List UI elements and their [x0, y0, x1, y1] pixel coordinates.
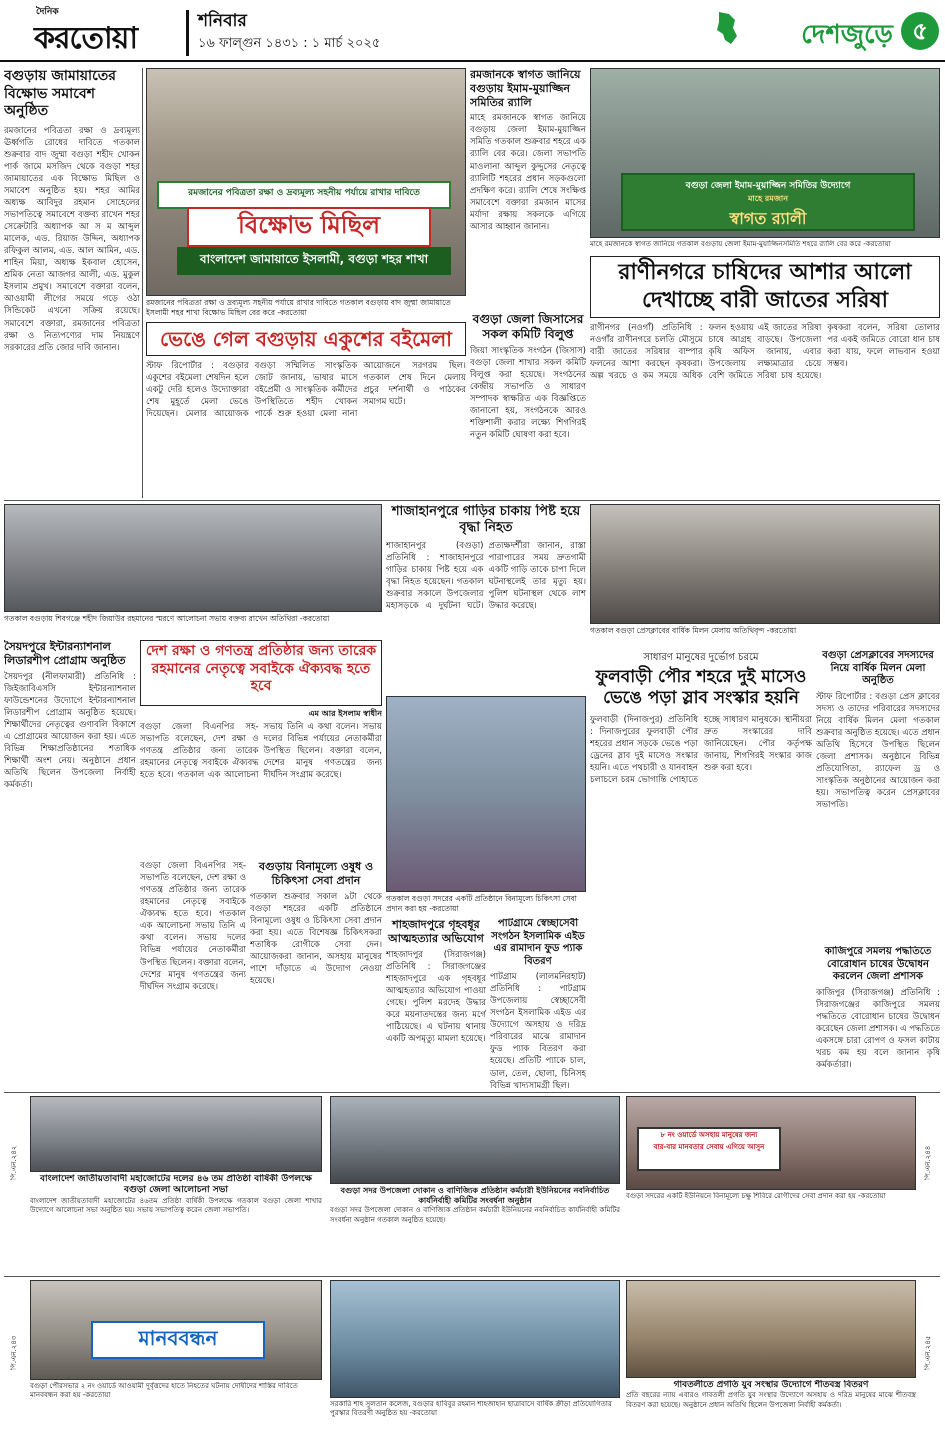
ad-code-label: পি.এন.২৪২: [10, 1145, 18, 1180]
syedpur-story: [4, 640, 136, 1090]
press-club-photo: [590, 504, 940, 624]
winter-cloth-story: [626, 1380, 916, 1440]
eye-camp-banner-line1: ৮ নং ওয়ার্ডে অসহায় মানুষের জন্য: [660, 1131, 758, 1139]
banner-main-text: বিক্ষোভ মিছিল: [187, 207, 431, 247]
phulbari-headline: ফুলবাড়ী পৌর শহরে দুই মাসেও ভেঙে পড়া স্লাব সংস্কার হয়নি: [595, 667, 807, 709]
eye-camp-caption: বগুড়া সদরের একটি ইউনিয়নে বিনামূল্যে চক্ষু শিবিরে রোগীদের সেবা প্রদান করা হয় -করতোয়া: [626, 1192, 886, 1200]
jamaat-rally-body: রমজানের পবিত্রতা রক্ষা ও দ্রব্যমূল্য ঊর্ধ্বগতি রোধের দাবিতে গতকাল শুক্রবার বাদ জুম্মা বগুড়া শহীদ খোকন পার্ক জামে মসজিদ থেকে বগুড়া শহর জামায়াতের এক বিক্ষোভ মিছিল ও সমাবেশ অনুষ্ঠিত হয়। শহর আমির অধ্যক্ষ আবিদুর রহমান সোহেলের সভাপতিত্বে সমাবেশে বক্তব্য রাখেন শহর সেক্রেটারি অধ্যাপক আ স ম আব্দুল মালেক, এড. রিয়াজ উদ্দিন, অধ্যাপক রফিকুল আলম, এড. আল আমিন, এড. শাহিন মিয়া, অধ্যক্ষ ইকবাল হোসেন, শ্রমিক নেতা আজগর আলী, এড. মুকুল ইসলাম প্রমুখ। সমাবেশে বক্তারা বলেন, আওয়ামী লীগের সময়ে গড়ে ওঠা সিন্ডিকেট এখনো সক্রিয় রয়েছে। সমাবেশে বক্তারা, রমজানের পবিত্রতা রক্ষা ও নিত্যপণ্যের দাম নিয়ন্ত্রণে সরকারের প্রতি জোর দাবি জানান।: [4, 125, 140, 353]
kazipur-story: [816, 946, 940, 1090]
jisas-headline: বগুড়া জেলা জিসাসের সকল কমিটি বিলুপ্ত: [472, 312, 584, 341]
ramadan-photo-caption: মাহে রমজানকে স্বাগত জানিয়ে গতকাল বগুড়ায় জেলা ইমাম-মুয়াজ্জিনসমিতি শহরে র‌্যালি বের করে -করতোয়া: [590, 240, 891, 248]
eye-camp-banner-line2: বার-বার মানবতার সেবায় এগিয়ে আসুন: [653, 1143, 765, 1151]
union-headline: বগুড়া সদর উপজেলা দোকান ও বাণিজ্যিক প্রতিষ্ঠান কর্মচারী ইউনিয়নের নবনির্বাচিত কার্যনির্বাহী কমিটির সংবর্ধনা অনুষ্ঠান: [340, 1186, 610, 1205]
newspaper-logo: করতোয়া: [34, 21, 138, 56]
tarek-body-cont: বগুড়া জেলা বিএনপির সহ-সভাপতি বলেছেন, দেশ রক্ষা ও গণতন্ত্র প্রতিষ্ঠার জন্য তারেক রহমানের নেতৃত্বে সবাইকে ঐক্যবদ্ধ হতে হবে। গতকাল এক আলোচনা সভায় তিনি এ কথা বলেন। সভায় দলের বিভিন্ন পর্যায়ের নেতাকর্মীরা উপস্থিত ছিলেন। বক্তারা বলেন, দেশের মানুষ গণতন্ত্রের জন্য দীর্ঘদিন সংগ্রাম করেছে।: [140, 861, 246, 992]
jisas-story: [470, 312, 586, 498]
sports-prize-caption: সরকারি শাহ সুলতান কলেজ, বগুড়ার হাবিবুর রহমান শাহজাহান ছাত্রাবাসে বার্ষিক ক্রীড়া প্রতিযোগিতার পুরস্কার বিতরণী অনুষ্ঠিত হয় -করতোয়া: [330, 1400, 612, 1418]
medicine-story: [250, 860, 382, 1090]
page-number: ৫: [901, 12, 939, 50]
union-body: বগুড়া সদর উপজেলা দোকান ও বাণিজ্যিক প্রতিষ্ঠান কর্মচারী ইউনিয়নের নবনির্বাচিত কার্যনির্বাহী কমিটির সংবর্ধনা অনুষ্ঠান গতকাল অনুষ্ঠিত হয়েছে।: [330, 1206, 620, 1224]
eye-camp-photo: [626, 1096, 916, 1190]
ad-code-label: পি.এন.২৪৫: [924, 1335, 932, 1370]
masthead-divider: [186, 10, 189, 56]
jamaat-rally-headline: বগুড়ায় জামায়াতের বিক্ষোভ সমাবেশ অনুষ্ঠিত: [4, 68, 116, 119]
boimela-body: স্টাফ রিপোর্টার : বগুড়ার একুশের বইমেলা শেষদিন হলে একটু দেরি হলেও উদ্যোক্তারা শেষ মুহূর্তে মেলা ভেঙে দিয়েছেন। মেলার আয়োজক বগুড়া সম্মিলিত সাংস্কৃতিক জোট জানায়, ভাষার মাসে বইপ্রেমী ও সাংস্কৃতিক কর্মীদের উপস্থিতিতে শহীদ খোকন পার্কে শুরু হওয়া মেলা নানা আয়োজনে সরগরম ছিল। গতকাল শেষ দিনে মেলায় প্রচুর দর্শনার্থী ও পাঠকের সমাগম ঘটে।: [146, 361, 466, 420]
tarek-story: [140, 708, 382, 858]
manobbondhon-photo: [30, 1280, 322, 1380]
jamaat-photo-caption: রমজানের পবিত্রতা রক্ষা ও দ্রব্যমূল্য সহনীয় পর্যায়ে রাখার দাবিতে গতকাল বগুড়ায় বাদ জুম্মা জামায়াতে ইসলামী শহর শাখা বিক্ষোভ মিছিল বের করে -করতোয়া: [146, 298, 451, 317]
medicine-photo: [386, 696, 586, 892]
tarek-continued: [140, 860, 246, 1090]
ramadan-rally-body: মাহে রমজানকে স্বাগত জানিয়ে বগুড়ায় জেলা ইমাম-মুয়াজ্জিন সমিতি গতকাল শুক্রবার শহরে এক র‌্যালি বের করে। জেলা সভাপতি মাওলানা আব্দুল কুদ্দুসের নেতৃত্বে র‌্যালিটি শহরের প্রধান সড়কগুলো প্রদক্ষিণ করে। র‌্যালি শেষে সংক্ষিপ্ত সমাবেশে বক্তারা রমজান মাসের মর্যাদা রক্ষায় সকলকে এগিয়ে আসার আহ্বান জানান।: [470, 113, 586, 232]
ad-code-label: পি.এন.২৪৪: [924, 1145, 932, 1180]
sports-prize-photo: [330, 1280, 620, 1398]
jamaat-rally-story: [4, 68, 140, 498]
phulbari-kicker: সাধারণ মানুষের দুর্ভোগ চরমে: [643, 652, 759, 663]
mohajot-photo: [30, 1096, 322, 1172]
medicine-photo-caption: গতকাল বগুড়া সদরের একটি প্রতিষ্ঠানে বিনামূল্যে চিকিৎসা সেবা প্রদান করা হয় -করতোয়া: [386, 894, 577, 913]
issue-day: শনিবার: [198, 11, 247, 31]
union-photo: [330, 1096, 620, 1184]
bangladesh-map-icon: [713, 10, 739, 46]
patgram-headline: পাটগ্রামে স্বেচ্ছাসেবী সংগঠন ইসলামিক এইড এর রামাদান ফুড প্যাক বিতরণ: [491, 918, 585, 967]
eye-camp-banner: [637, 1127, 781, 1171]
mohajot-body: বাংলাদেশ জাতীয়তাবাদী মহাজোটের ৪৬তম প্রতিষ্ঠা বার্ষিকী উপলক্ষে গতকাল বগুড়া জেলা শাখার উদ্যোগে আলোচনা সভা অনুষ্ঠিত হয়। সভায় সভাপতিত্ব করেন জেলা সভাপতি।: [30, 1196, 322, 1215]
syedpur-headline: সৈয়দপুরে ইন্টারন্যাশনাল লিডারশীপ প্রোগ্রাম অনুষ্ঠিত: [4, 640, 126, 667]
kazipur-body: কাজিপুর (সিরাজগঞ্জ) প্রতিনিধি : সিরাজগঞ্জের কাজিপুরে সমলয় পদ্ধতিতে বোরোধান চাষের উদ্বোধন করেছেন জেলা প্রশাসক। এ পদ্ধতিতে একসঙ্গে চারা রোপণ ও ফসল কাটায় খরচ কম হয় বলে জানান কৃষি কর্মকর্তারা।: [816, 987, 940, 1070]
ramadan-rally-headline: রমজানকে স্বাগত জানিয়ে বগুড়ায় ইমাম-মুয়াজ্জিন সমিতির র‌্যালি: [470, 68, 581, 109]
tarek-body: বগুড়া জেলা বিএনপির সহ-সভাপতি বলেছেন, দেশ রক্ষা ও গণতন্ত্র প্রতিষ্ঠার জন্য তারেক রহমানের নেতৃত্বে সবাইকে ঐক্যবদ্ধ হতে হবে। গতকাল এক আলোচনা সভায় তিনি এ কথা বলেন। সভায় দলের বিভিন্ন পর্যায়ের নেতাকর্মীরা উপস্থিত ছিলেন। বক্তারা বলেন, দেশের মানুষ গণতন্ত্রের জন্য দীর্ঘদিন সংগ্রাম করেছে।: [140, 722, 382, 781]
shahjadpur-body: শাহজাদপুর (সিরাজগঞ্জ) প্রতিনিধি : সিরাজগঞ্জের শাহজাদপুরে এক গৃহবধূর আত্মহত্যার অভিযোগ পাওয়া গেছে। পুলিশ মরদেহ উদ্ধার করে ময়নাতদন্তের জন্য মর্গে পাঠিয়েছে। এ ঘটনায় থানায় একটি অপমৃত্যু মামলা হয়েছে।: [386, 949, 486, 1044]
bottom-row-rule: [4, 1276, 940, 1277]
ramadan-rally-photo: [590, 68, 940, 238]
ramadan-banner-main: স্বাগত র‌্যালী: [729, 209, 807, 228]
boimela-headline: ভেঙে গেল বগুড়ায় একুশের বইমেলা: [160, 327, 452, 351]
ramadan-rally-story: [470, 68, 586, 308]
shahjadpur-story: [386, 918, 486, 1090]
mohajot-headline: বাংলাদেশ জাতীয়তাবাদী মহাজোটের দলের ৪৬ তম প্রতিষ্ঠা বার্ষিকী উপলক্ষে বগুড়া জেলা আলোচনা সভা: [40, 1174, 312, 1196]
bottom-section-rule: [4, 1092, 940, 1093]
shajahanpur-headline: শাজাহানপুরে গাড়ির চাকায় পিষ্ট হয়ে বৃদ্ধা নিহত: [391, 504, 581, 536]
banner-bottom-text: বাংলাদেশ জামায়াতে ইসলামী, বগুড়া শহর শাখা: [177, 247, 451, 275]
patgram-story: [490, 918, 586, 1090]
section-rule: [4, 500, 940, 501]
union-story: [330, 1186, 620, 1274]
winter-cloth-headline: গাবতলীতে প্রগতি যুব সংস্থার উদ্যোগে শীতবস্ত্র বিতরণ: [673, 1380, 869, 1390]
column-rule: [142, 68, 143, 498]
mohajot-story: [30, 1174, 322, 1274]
masthead: [0, 0, 945, 62]
shahjadpur-headline: শাহজাদপুরে গৃহবধূর আত্মহত্যার অভিযোগ: [388, 918, 484, 945]
jamaat-rally-photo: [146, 68, 466, 296]
press-club-photo-caption: গতকাল বগুড়া প্রেসক্লাবের বার্ষিক মিলন মেলায় অতিথিবৃন্দ -করতোয়া: [590, 626, 797, 635]
tarek-headline: দেশ রক্ষা ও গণতন্ত্র প্রতিষ্ঠার জন্য তারেক রহমানের নেতৃত্বে সবাইকে ঐক্যবদ্ধ হতে হবে: [145, 643, 377, 694]
kazipur-headline: কাজিপুরে সমলয় পদ্ধতিতে বোরোধান চাষের উদ্বোধন করলেন জেলা প্রশাসক: [824, 946, 932, 982]
tarek-headline-box: [140, 640, 382, 706]
ad-code-label: পি.এন.২৪৩: [10, 1335, 18, 1370]
section-title: দেশজুড়ে: [801, 20, 893, 50]
medicine-headline: বগুড়ায় বিনামূল্যে ওষুধ ও চিকিৎসা সেবা প্রদান: [258, 860, 374, 887]
logo-tagline: দৈনিক: [36, 7, 59, 17]
phulbari-body: ফুলবাড়ী (দিনাজপুর) প্রতিনিধি : দিনাজপুরের ফুলবাড়ী পৌর শহরের প্রধান সড়কে ভেঙে পড়া ড্রেনের স্লাব দুই মাসেও সংস্কার হয়নি। এতে পথচারী ও যানবাহন চলাচলে চরম ভোগান্তি পোহাতে হচ্ছে সাধারণ মানুষকে। স্থানীয়রা দ্রুত সংস্কারের দাবি জানিয়েছেন। পৌর কর্তৃপক্ষ জানায়, শিগগিরই সংস্কার কাজ শুরু করা হবে।: [590, 715, 812, 786]
shajahanpur-body: শাজাহানপুর (বগুড়া) প্রতিনিধি : শাজাহানপুরে গাড়ির চাকায় পিষ্ট হয়ে এক বৃদ্ধা নিহত হয়েছেন। গতকাল শুক্রবার সকালে উপজেলার মহাসড়কে এ দুর্ঘটনা ঘটে। প্রত্যক্ষদর্শীরা জানান, রাস্তা পারাপারের সময় দ্রুতগামী একটি গাড়ি তাকে চাপা দিলে ঘটনাস্থলেই তার মৃত্যু হয়। পুলিশ ঘটনাস্থল থেকে লাশ উদ্ধার করেছে।: [386, 540, 586, 611]
sariba-headline-box: [590, 256, 940, 318]
shajahanpur-story: [386, 504, 586, 694]
phulbari-headline-box: [590, 650, 812, 710]
press-club-story: [816, 650, 940, 940]
patgram-body: পাটগ্রাম (লালমনিরহাট) প্রতিনিধি : পাটগ্রাম উপজেলায় স্বেচ্ছাসেবী সংগঠন ইসলামিক এইড এর উদ্যোগে অসহায় ও দরিদ্র পরিবারের মাঝে রামাদান ফুড প্যাক বিতরণ করা হয়েছে। প্রতিটি প্যাকে চাল, ডাল, তেল, ছোলা, চিনিসহ বিভিন্ন খাদ্যসামগ্রী ছিল।: [490, 972, 586, 1090]
ramadan-banner-small: মাহে রমজান: [747, 194, 789, 203]
manobbondhon-caption: বগুড়া পৌরসভার ২ নং ওয়ার্ডে আওয়ামী দুর্বৃত্তদের হাতে নিহতের ঘটনায় দোষীদের শাস্তির দাবিতে মানববন্ধন করা হয় -করতোয়া: [30, 1382, 298, 1400]
issue-date: ১৬ ফাল্গুন ১৪৩১ : ১ মার্চ ২০২৫: [198, 36, 381, 51]
syedpur-body: সৈয়দপুর (নীলফামারী) প্রতিনিধি : জিইজাবিএসসি ইন্টারন্যাশনাল ফাউন্ডেশনের উদ্যোগে ইন্টারন্যাশনাল লিডারশীপ প্রোগ্রাম অনুষ্ঠিত হয়েছে। শিক্ষার্থীদের নেতৃত্বের গুণাবলি বিকাশে এ প্রোগ্রামের আয়োজন করা হয়। এতে বিভিন্ন শিক্ষাপ্রতিষ্ঠানের শতাধিক শিক্ষার্থী অংশ নেয়। অনুষ্ঠানে প্রধান অতিথি ছিলেন উপজেলা নির্বাহী কর্মকর্তা।: [4, 671, 136, 791]
ramadan-banner-top: বগুড়া জেলা ইমাম-মুয়াজ্জিন সমিতির উদ্যোগে: [685, 181, 851, 191]
ramadan-banner: [621, 173, 915, 231]
sariba-headline: রাণীনগরে চাষিদের আশার আলো দেখাচ্ছে বারী জাতের সরিষা: [618, 260, 912, 313]
winter-cloth-photo: [626, 1280, 916, 1378]
press-club-headline: বগুড়া প্রেসক্লাবের সদস্যদের নিয়ে বার্ষিক মিলন মেলা অনুষ্ঠিত: [822, 650, 934, 686]
shibganj-photo-caption: গতকাল বগুড়ায় শিবগঞ্জে শহীদ জিয়াউর রহমানের স্মরণে আলোচনা সভায় বক্তব্য রাখেন অতিথিরা -করতোয়া: [4, 614, 330, 623]
boimela-headline-box: [146, 322, 466, 356]
medicine-body: গতকাল শুক্রবার সকাল ৯টা থেকে বগুড়া শহরের একটি প্রতিষ্ঠানে বিনামূল্যে ওষুধ ও চিকিৎসা সেবা প্রদান করা হয়। এতে বিশেষজ্ঞ চিকিৎসকরা শতাধিক রোগীকে সেবা দেন। আয়োজকরা জানান, অসহায় মানুষের পাশে দাঁড়াতে এ উদ্যোগ নেওয়া হয়েছে।: [250, 891, 382, 986]
tarek-byline: এম আর ইসলাম স্বাধীন: [308, 709, 382, 718]
winter-cloth-body: প্রতি বছরের ন্যায় এবারও গাবতলী প্রগতি যুব সংস্থার উদ্যোগে অসহায় ও দরিদ্র মানুষের মাঝে শীতবস্ত্র বিতরণ করা হয়েছে। অনুষ্ঠানে প্রধান অতিথি ছিলেন উপজেলা নির্বাহী কর্মকর্তা।: [626, 1391, 916, 1410]
manobbondhon-banner: মানববন্ধন: [91, 1321, 265, 1359]
press-club-body: স্টাফ রিপোর্টার : বগুড়া প্রেস ক্লাবের সদস্য ও তাদের পরিবারের সদস্যদের নিয়ে বার্ষিক মিলন মেলা গতকাল শুক্রবার অনুষ্ঠিত হয়েছে। এতে প্রধান অতিথি হিসেবে উপস্থিত ছিলেন জেলা প্রশাসক। অনুষ্ঠানে বিভিন্ন প্রতিযোগিতা, র‌্যাফেল ড্র ও সাংস্কৃতিক অনুষ্ঠানের আয়োজন করা হয়। সভাপতিত্ব করেন প্রেসক্লাবের সভাপতি।: [816, 691, 940, 811]
jisas-body: জিয়া সাংস্কৃতিক সংগঠন (জিসাস) বগুড়া জেলা শাখার সকল কমিটি বিলুপ্ত করা হয়েছে। সংগঠনের কেন্দ্রীয় সভাপতি ও সাধারণ সম্পাদক স্বাক্ষরিত এক বিজ্ঞপ্তিতে জানানো হয়, সংগঠনকে আরও শক্তিশালী করার লক্ষ্যে শিগগিরই নতুন কমিটি ঘোষণা করা হবে।: [470, 346, 586, 441]
banner-top-text: রমজানের পবিত্রতা রক্ষা ও দ্রব্যমূল্য সহনীয় পর্যায়ে রাখার দাবিতে: [157, 181, 451, 209]
shibganj-photo: [4, 504, 382, 612]
sariba-body: রাণীনগর (নওগাঁ) প্রতিনিধি : নওগাঁর রাণীনগরে চলতি মৌসুমে বারী জাতের সরিষার বাম্পার ফলনের আশা করছেন কৃষকরা। অল্প খরচে ও কম সময়ে অধিক ফলন হওয়ায় এই জাতের সরিষা চাষে আগ্রহ বাড়ছে। উপজেলা কৃষি অফিস জানায়, এবার উপজেলায় লক্ষ্যমাত্রার চেয়ে বেশি জমিতে সরিষা চাষ হয়েছে। কৃষকরা বলেন, সরিষা তোলার পর একই জমিতে বোরো ধান চাষ করা যায়, ফলে লাভবান হওয়া সম্ভব।: [590, 323, 940, 382]
